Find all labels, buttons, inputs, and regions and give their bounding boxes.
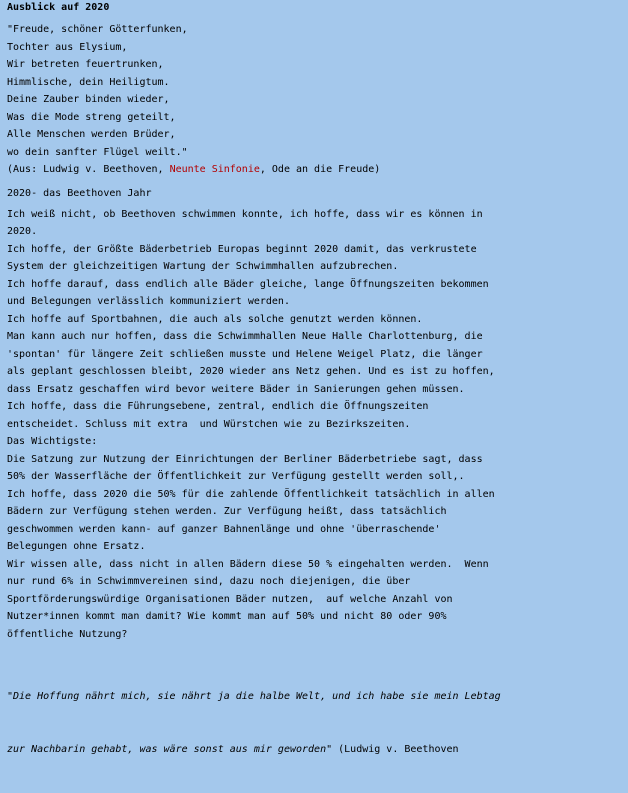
body-line: nur rund 6% in Schwimmvereinen sind, dazu noch diejenigen, die über [7, 576, 411, 587]
body-line: Belegungen ohne Ersatz. [7, 541, 146, 552]
poem [7, 21, 621, 161]
body-line: Ich hoffe, dass die Führungsebene, zentral, endlich die Öffnungszeiten [7, 401, 429, 412]
body-line: Man kann auch nur hoffen, dass die Schwimmhallen Neue Halle Charlottenburg, die [7, 331, 483, 342]
body-line: 'spontan' für längere Zeit schließen musste und Helene Weigel Platz, die länger [7, 348, 483, 360]
body-line: Die Satzung zur Nutzung der Einrichtungen der Berliner Bäderbetriebe sagt, dass [7, 453, 483, 465]
body-line: 50% der Wasserfläche der Öffentlichkeit zur Verfügung gestellt werden soll,. [7, 471, 465, 482]
poem-line: Deine Zauber binden wieder, [7, 94, 170, 105]
body-line: und Belegungen verlässlich kommuniziert werden. [7, 296, 290, 307]
poem-line: Alle Menschen werden Brüder, [7, 129, 176, 140]
poem-line: Himmlische, dein Heiligtum. [7, 76, 170, 88]
body-line: 2020. [7, 226, 38, 237]
body-line: System der gleichzeitigen Wartung der Schwimmhallen aufzubrechen. [7, 261, 399, 272]
poem-line: Was die Mode streng geteilt, [7, 111, 176, 123]
quote-line-1: "Die Hoffung nährt mich, sie nährt ja die halbe Welt, und ich habe sie mein Lebtag [7, 691, 501, 702]
article-title: Ausblick auf 2020 [7, 2, 110, 13]
source-prefix: (Aus: Ludwig v. Beethoven, [7, 164, 170, 175]
body-line: Nutzer*innen kommt man damit? Wie kommt man auf 50% und nicht 80 oder 90% [7, 611, 447, 622]
poem-source [7, 161, 621, 179]
body-line: geschwommen werden kann- auf ganzer Bahnenlänge und ohne 'überraschende' [7, 523, 441, 535]
body-line: Wir wissen alle, dass nicht in allen Bädern diese 50 % eingehalten werden. Wenn [7, 558, 489, 570]
quote-line-2-italic: zur Nachbarin gehabt, was wäre sonst aus mir geworden" [7, 743, 333, 755]
body-line: als geplant geschlossen bleibt, 2020 wieder ans Netz gehen. Und es ist zu hoffen, [7, 366, 495, 377]
closing-quote [7, 653, 621, 793]
body-line: Sportförderungswürdige Organisationen Bäder nutzen, auf welche Anzahl von [7, 593, 453, 605]
source-suffix: , Ode an die Freude) [259, 164, 381, 175]
quote-line-2 [7, 741, 621, 759]
body-line: Ich hoffe, dass 2020 die 50% für die zahlende Öffentlichkeit tatsächlich in allen [7, 488, 495, 500]
neunte-sinfonie-link[interactable]: Neunte Sinfonie [169, 164, 260, 175]
poem-line: Tochter aus Elysium, [7, 41, 128, 53]
body-line: Ich hoffe, der Größte Bäderbetrieb Europas beginnt 2020 damit, das verkrustete [7, 243, 477, 255]
poem-line: wo dein sanfter Flügel weilt." [7, 146, 188, 158]
poem-line: "Freude, schöner Götterfunken, [7, 24, 188, 35]
poem-line: Wir betreten feuertrunken, [7, 59, 164, 70]
body-line: entscheidet. Schluss mit extra und Würstchen wie zu Bezirkszeiten. [7, 418, 411, 430]
body-line: Ich hoffe auf Sportbahnen, die auch als solche genutzt werden können. [7, 313, 423, 325]
subheading: 2020- das Beethoven Jahr [7, 187, 152, 199]
body-line: Bädern zur Verfügung stehen werden. Zur Verfügung heißt, dass tatsächlich [7, 506, 447, 517]
quote-attribution: (Ludwig v. Beethoven [332, 743, 459, 755]
body-line: Das Wichtigste: [7, 436, 98, 447]
body-line: Ich hoffe darauf, dass endlich alle Bäder gleiche, lange Öffnungszeiten bekommen [7, 278, 489, 290]
body-line: öffentliche Nutzung? [7, 628, 128, 640]
body-line: Ich weiß nicht, ob Beethoven schwimmen konnte, ich hoffe, dass wir es können in [7, 208, 483, 220]
body-text [7, 206, 621, 644]
body-line: dass Ersatz geschaffen wird bevor weitere Bäder in Sanierungen gehen müssen. [7, 383, 465, 395]
